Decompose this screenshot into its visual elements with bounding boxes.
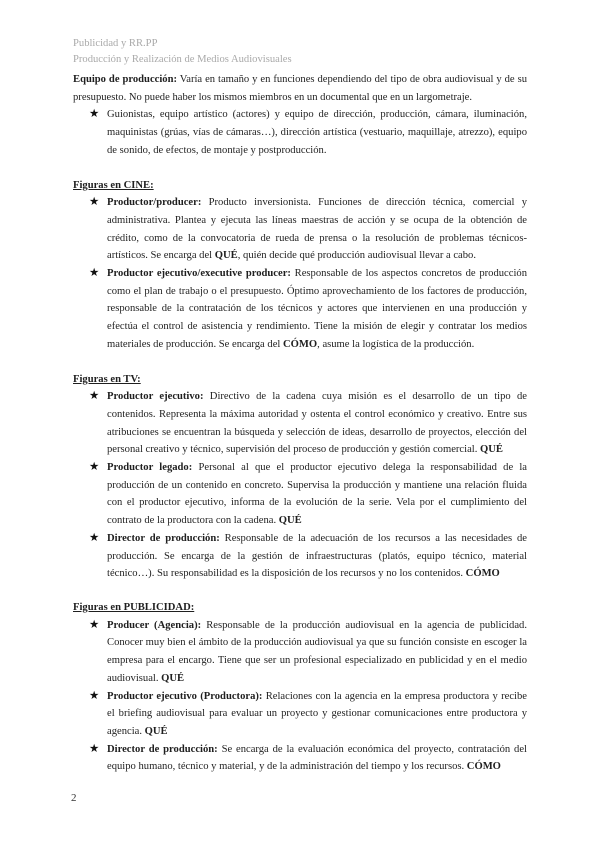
item-tail: , quién decide qué producción audiovisual llevar a cabo. [237, 250, 477, 262]
item-text: Responsable de los aspectos concretos de producción como el plan de trabajo o el presupuesto. Óptimo aprovechamiento de los factores de producción, responsable de la contratación de los técnicos y actores que intervienen en una producción y efectúa el control de asistencia y rendimiento. Tiene la misión de elegir y contratar los medios materiales de producción. Se encarga del [107, 268, 527, 350]
item-term: Productor ejecutivo: [107, 391, 204, 403]
header-course: Publicidad y RR.PP [73, 38, 158, 49]
item-text: Directivo de la cadena cuya misión es el desarrollo de un tipo de contenidos. Representa la máxima autoridad y ostenta el control económico y creativo. Entre sus atribuciones se encuentran la búsqueda y selección de ideas, desarrollo de proyectos, elección del personal creativo y técnico, supervisión del proceso de producción y gestión comercial. [107, 391, 527, 456]
item-term: Director de producción: [107, 532, 220, 544]
list-item [73, 265, 527, 354]
running-header [73, 36, 292, 68]
list-item [73, 459, 527, 530]
item-emphasis: QUÉ [144, 725, 168, 737]
item-emphasis: QUÉ [480, 444, 503, 456]
star-icon: ★ [89, 267, 100, 280]
star-icon: ★ [89, 108, 100, 121]
item-term: Productor legado: [107, 462, 193, 474]
equipo-text: Varía en tamaño y en funciones dependiendo del tipo de obra audiovisual y de su presupuesto. No puede haber los mismos miembros en un documental que en un largometraje. [73, 74, 528, 103]
item-term: Productor/producer: [107, 197, 202, 209]
item-text: Responsable de la producción audiovisual en la agencia de publicidad. Conocer muy bien el ámbito de la producción audiovisual ya que su función consiste en escoger la empresa para el encargo. Tiene que ser un profesional especializado en publicidad y en el medio audiovisual. [107, 619, 527, 684]
star-icon: ★ [89, 742, 100, 755]
cine-list [73, 194, 527, 353]
item-emphasis: CÓMO [465, 568, 500, 580]
star-icon: ★ [89, 531, 100, 544]
document-body [73, 71, 527, 776]
item-emphasis: QUÉ [278, 515, 302, 527]
page-number: 2 [71, 792, 77, 804]
list-item [73, 617, 527, 688]
star-icon: ★ [89, 689, 100, 702]
item-emphasis: CÓMO [466, 761, 501, 773]
item-text: Se encarga de la evaluación económica del proyecto, contratación del equipo humano, técnico y material, y de la administración del tiempo y los recursos. [107, 743, 527, 773]
section-title-publicidad: Figuras en PUBLICIDAD: [73, 601, 195, 613]
item-text: Relaciones con la agencia en la empresa productora y recibe el briefing audiovisual para evaluar un proyecto y gestionar comunicaciones entre productora y agencia. [107, 690, 527, 737]
equipo-paragraph [73, 71, 527, 106]
list-item [73, 106, 527, 159]
section-title-cine: Figuras en CINE: [73, 179, 154, 191]
list-item [73, 741, 527, 776]
star-icon: ★ [89, 390, 100, 403]
item-text: Personal al que el productor ejecutivo delega la responsabilidad de la producción de un contenido en concreto. Supervisa la producción y mantiene una relación fluida con el productor ejecutivo, informa de la evolución de la serie. Vela por el cumplimiento del contrato de la productora con la cadena. [107, 462, 528, 527]
item-term: Productor ejecutivo/executive producer: [107, 268, 291, 280]
star-icon: ★ [89, 461, 100, 474]
equipo-list [73, 106, 527, 159]
item-emphasis: QUÉ [214, 250, 238, 262]
item-term: Producer (Agencia): [107, 619, 202, 631]
publicidad-list [73, 617, 527, 776]
item-text: Producto inversionista. Funciones de dirección técnica, comercial y administrativa. Plantea y ejecuta las líneas maestras de acción y se ocupa de la obtención de crédito, como de la convocatoria de rueda de prensa o la resolución de problemas técnicos-artísticos. Se encarga del [107, 197, 527, 262]
item-tail: , asume la logística de la producción. [317, 338, 475, 350]
item-emphasis: CÓMO [283, 338, 318, 350]
list-item [73, 194, 527, 265]
star-icon: ★ [89, 196, 100, 209]
item-emphasis: QUÉ [161, 672, 185, 684]
list-item [73, 688, 527, 741]
star-icon: ★ [89, 618, 100, 631]
list-item [73, 388, 527, 459]
item-text: Responsable de la adecuación de los recursos a las necesidades de producción. Se encarga de la gestión de infraestructuras (platós, equipo técnico, material técnico…). Su responsabilidad es la disposición de los recursos y no los contenidos. [107, 532, 527, 580]
list-item [73, 530, 527, 583]
equipo-term: Equipo de producción: [73, 74, 178, 85]
section-title-tv: Figuras en TV: [73, 373, 141, 385]
item-term: Director de producción: [107, 743, 218, 755]
header-subject: Producción y Realización de Medios Audiovisuales [73, 54, 292, 65]
equipo-bullet-text: Guionistas, equipo artístico (actores) y equipo de dirección, producción, cámara, iluminación, maquinistas (grúas, vías de cámaras…), dirección artística (vestuario, maquillaje, atrezzo), equipo de sonido, de efectos, de montaje y postproducción. [107, 109, 527, 156]
tv-list [73, 388, 527, 583]
item-term: Productor ejecutivo (Productora): [107, 690, 263, 702]
